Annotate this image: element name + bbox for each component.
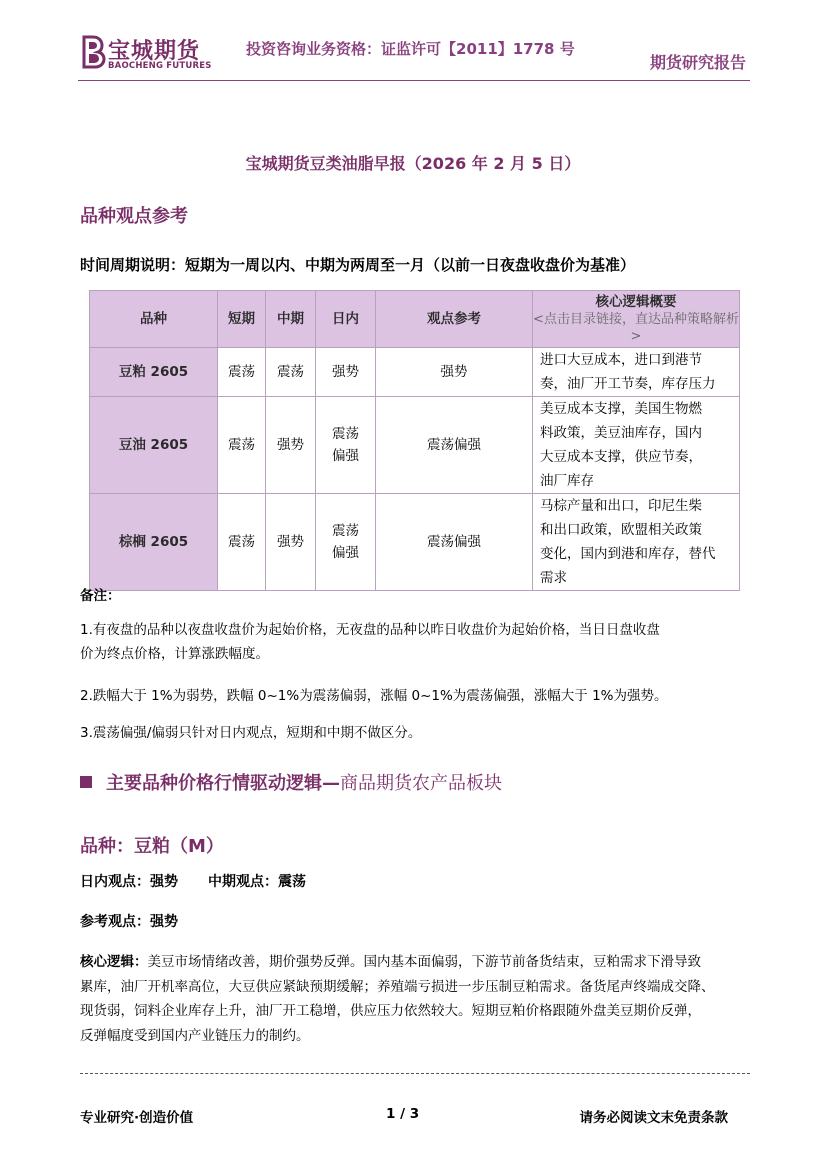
table-row <box>90 397 740 494</box>
table-row <box>90 348 740 397</box>
footer-slogan: 专业研究·创造价值 <box>80 1110 194 1126</box>
logo-b-mark-icon <box>80 34 106 70</box>
drive-logic-heading-bold: 主要品种价格行情驱动逻辑— <box>106 773 340 794</box>
logic-line: 和出口政策，欧盟相关政策 <box>540 522 702 538</box>
mid-term-cell: 强势 <box>266 494 316 591</box>
header-mid: 中期 <box>266 291 316 348</box>
short-term-cell: 震荡 <box>218 397 266 494</box>
variety-link-soyoil[interactable]: 豆油 2605 <box>90 397 218 494</box>
mid-term-view: 中期观点：震荡 <box>208 874 306 890</box>
note-2: 2.跌幅大于 1%为弱势，跌幅 0~1%为震荡偏弱，涨幅 0~1%为震荡偏强，涨幅大于 1%为强势。 <box>80 688 668 704</box>
table-row <box>90 494 740 591</box>
square-bullet-icon <box>80 776 92 788</box>
drive-logic-heading-sector: 商品期货农产品板块 <box>340 773 502 794</box>
variety-link-soymeal[interactable]: 豆粕 2605 <box>90 348 218 397</box>
intraday-cell: 强势 <box>316 348 376 397</box>
logic-line: 大豆成本支撑，供应节奏， <box>540 449 702 465</box>
logo-chinese-name: 宝城期货 <box>108 38 201 64</box>
core-logic-text: 美豆市场情绪改善，期价强势反弹。国内基本面偏弱，下游节前备货结束，豆粕需求下滑导致 <box>147 954 701 970</box>
note-3: 3.震荡偏强/偏弱只针对日内观点，短期和中期不做区分。 <box>80 725 422 741</box>
intraday-line: 偏强 <box>332 545 359 561</box>
logic-line: 美豆成本支撑，美国生物燃 <box>540 401 702 417</box>
disclaimer-notice: 请务必阅读文末免责条款 <box>579 1110 728 1126</box>
intraday-cell <box>316 494 376 591</box>
page-number: 1 / 3 <box>386 1106 420 1122</box>
logic-line: 马棕产量和出口，印尼生柴 <box>540 498 702 514</box>
drive-logic-heading <box>80 769 502 795</box>
core-logic-line: 现货弱，饲料企业库存上升，油厂开工稳增，供应压力依然较大。短期豆粕价格跟随外盘美豆期价反弹， <box>80 1003 701 1019</box>
reference-view: 参考观点：强势 <box>80 914 178 930</box>
logic-line: 需求 <box>540 570 567 586</box>
period-note: 时间周期说明：短期为一周以内、中期为两周至一月（以前一日夜盘收盘价为基准） <box>80 256 636 274</box>
header-logic-link[interactable]: <点击目录链接，直达品种策略解析> <box>533 311 739 344</box>
logic-cell <box>533 494 740 591</box>
core-logic-line: 反弹幅度受到国内产业链压力的制约。 <box>80 1027 310 1044</box>
header-short: 短期 <box>218 291 266 348</box>
report-type: 期货研究报告 <box>649 53 746 72</box>
notes-label: 备注： <box>80 588 121 604</box>
view-cell: 震荡偏强 <box>376 397 533 494</box>
footer-divider <box>80 1073 750 1074</box>
core-logic-line <box>80 950 750 975</box>
mid-term-cell: 震荡 <box>266 348 316 397</box>
logic-line: 料政策，美豆油库存，国内 <box>540 425 702 441</box>
intraday-cell <box>316 397 376 494</box>
view-cell: 强势 <box>376 348 533 397</box>
logic-line: 奏，油厂开工节奏，库存压力 <box>540 376 716 392</box>
logic-line: 进口大豆成本，进口到港节 <box>540 352 702 368</box>
table-header-row <box>90 291 740 348</box>
variety-link-palm[interactable]: 棕榈 2605 <box>90 494 218 591</box>
header-variety: 品种 <box>90 291 218 348</box>
view-table <box>89 290 740 591</box>
core-logic <box>80 950 750 1048</box>
variety-heading: 品种：豆粕（M） <box>80 836 224 857</box>
intraday-line: 偏强 <box>332 448 359 464</box>
header-logic-title: 核心逻辑概要 <box>595 293 677 310</box>
license-text: 投资咨询业务资格：证监许可【2011】1778 号 <box>246 40 575 58</box>
section-title-views: 品种观点参考 <box>80 206 188 227</box>
company-logo <box>80 34 210 72</box>
logic-line: 变化，国内到港和库存，替代 <box>540 546 716 562</box>
intraday-view: 日内观点：强势 <box>80 874 178 890</box>
note-1-line: 价为终点价格，计算涨跌幅度。 <box>80 646 269 662</box>
mid-term-cell: 强势 <box>266 397 316 494</box>
short-term-cell: 震荡 <box>218 348 266 397</box>
document-title: 宝城期货豆类油脂早报（2026 年 2 月 5 日） <box>245 154 581 173</box>
view-cell: 震荡偏强 <box>376 494 533 591</box>
view-line <box>80 871 306 891</box>
intraday-line: 震荡 <box>332 523 359 539</box>
note-1-line: 1.有夜盘的品种以夜盘收盘价为起始价格，无夜盘的品种以昨日收盘价为起始价格，当日日盘收盘 <box>80 622 660 638</box>
logic-line: 油厂库存 <box>540 473 594 489</box>
core-logic-label: 核心逻辑： <box>80 954 148 970</box>
logic-cell <box>533 397 740 494</box>
header-logic <box>533 291 740 348</box>
core-logic-line: 累库，油厂开机率高位，大豆供应紧缺预期缓解；养殖端亏损进一步压制豆粕需求。备货尾声终端成交降、 <box>80 978 715 995</box>
short-term-cell: 震荡 <box>218 494 266 591</box>
header-divider <box>78 80 750 81</box>
logo-english-name: BAOCHENG FUTURES <box>108 61 212 71</box>
intraday-line: 震荡 <box>332 426 359 442</box>
note-1 <box>80 618 750 666</box>
header-intraday: 日内 <box>316 291 376 348</box>
header-view: 观点参考 <box>376 291 533 348</box>
logic-cell <box>533 348 740 397</box>
